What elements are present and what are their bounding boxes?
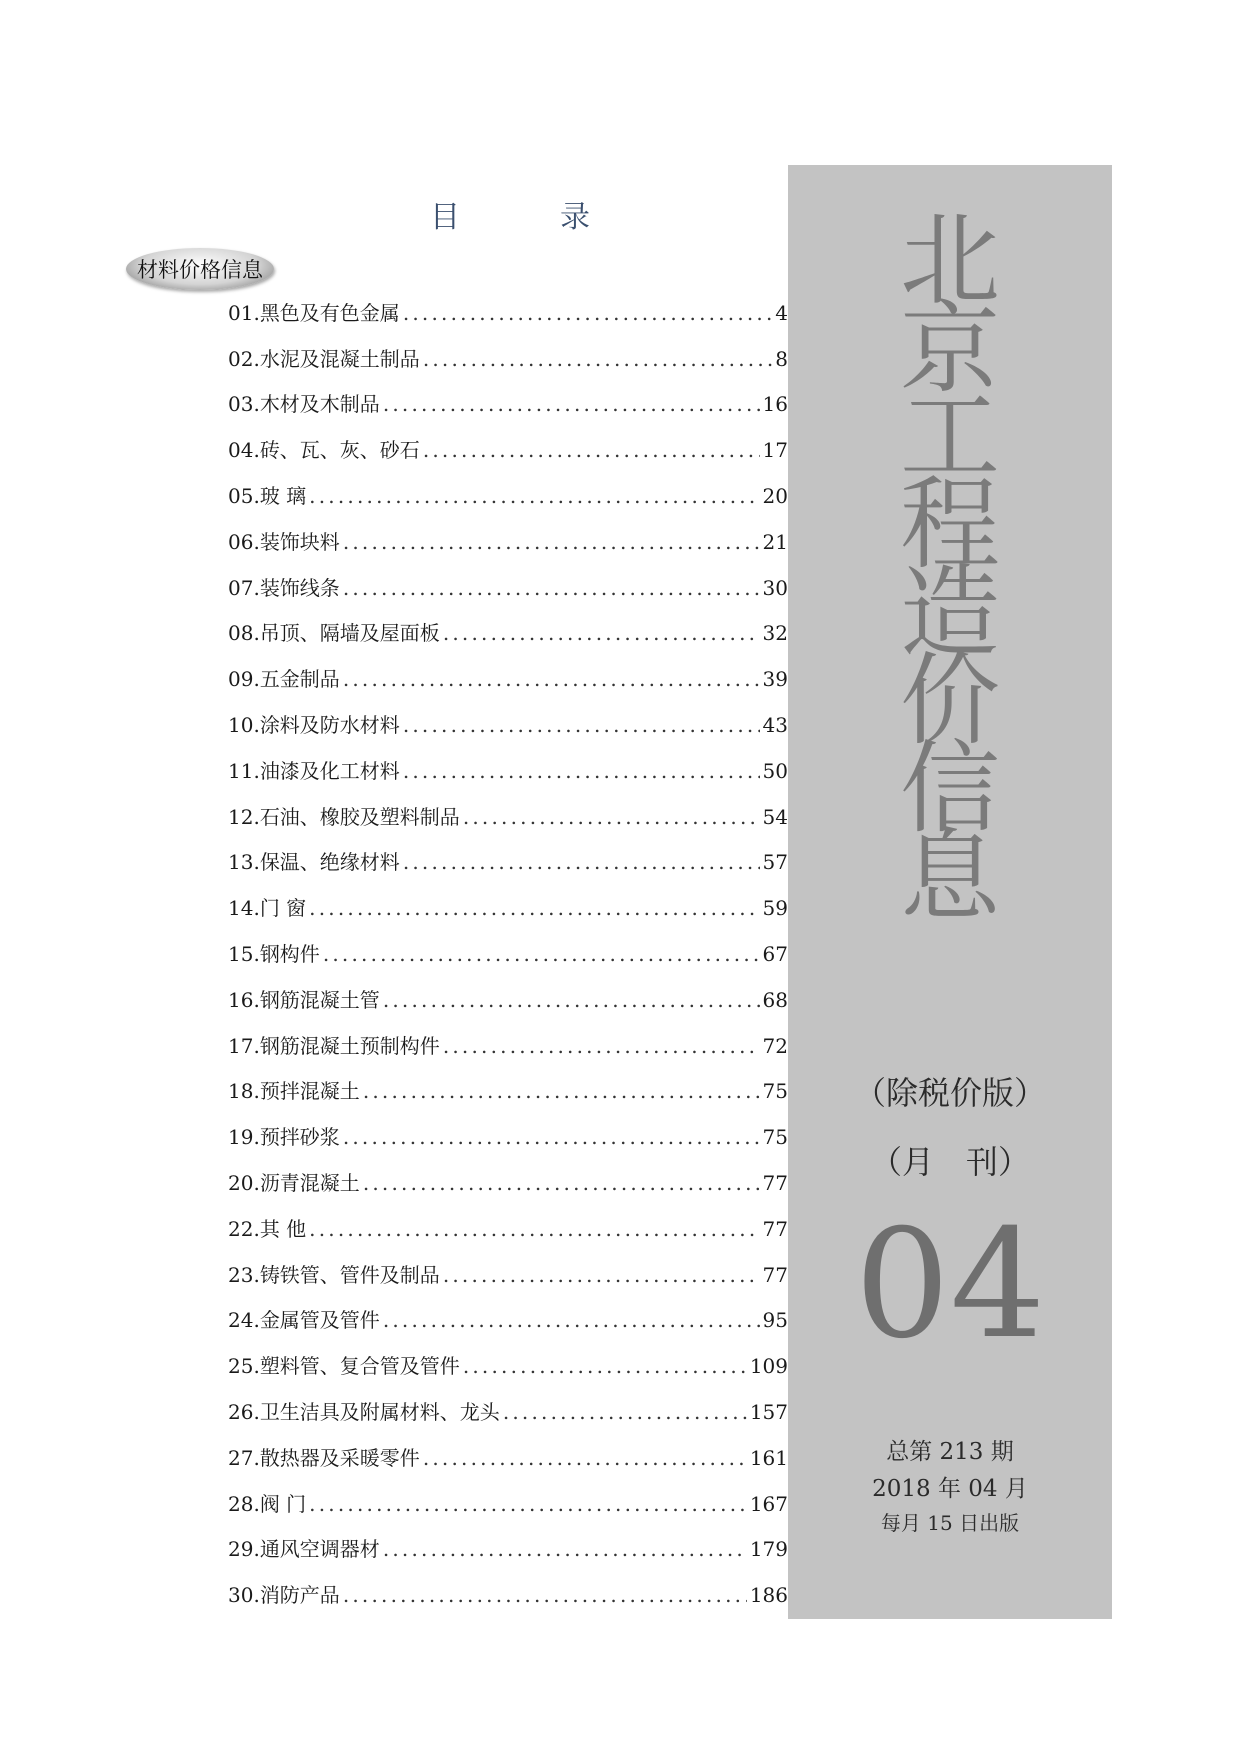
section-badge xyxy=(126,248,274,290)
toc-entry-page: 77 xyxy=(762,1171,788,1196)
toc-title-right: 录 xyxy=(560,200,590,235)
magazine-title xyxy=(788,202,1112,935)
toc-entry[interactable] xyxy=(228,1572,788,1618)
toc-entry-label: 通风空调器材 xyxy=(259,1537,380,1562)
toc-entry-label: 阀 门 xyxy=(259,1491,307,1516)
toc-entry-number: 28. xyxy=(228,1491,260,1516)
toc-entry-label: 金属管及管件 xyxy=(259,1308,380,1333)
toc-leader-dots xyxy=(403,852,760,872)
toc-entry[interactable] xyxy=(228,1023,788,1069)
toc-leader-dots xyxy=(403,303,772,323)
toc-entry-page: 186 xyxy=(749,1583,788,1608)
toc-entry-page: 157 xyxy=(749,1400,788,1425)
toc-leader-dots xyxy=(309,898,759,918)
toc-entry-page: 8 xyxy=(775,346,788,371)
toc-entry-label: 涂料及防水材料 xyxy=(259,713,400,738)
toc-entry-number: 02. xyxy=(228,346,260,371)
section-badge-label: 材料价格信息 xyxy=(137,258,263,282)
toc-leader-dots xyxy=(383,1539,747,1559)
toc-entry[interactable] xyxy=(228,1160,788,1206)
toc-entry-label: 预拌混凝土 xyxy=(259,1079,360,1104)
toc-entry-page: 179 xyxy=(749,1537,788,1562)
toc-entry-page: 50 xyxy=(762,758,788,783)
toc-entry[interactable] xyxy=(228,473,788,519)
toc-entry-number: 23. xyxy=(228,1262,260,1287)
toc-entry[interactable] xyxy=(228,290,788,336)
toc-entry-page: 109 xyxy=(749,1354,788,1379)
toc-entry-page: 161 xyxy=(749,1445,788,1470)
cover-side-panel xyxy=(788,165,1112,1619)
toc-title xyxy=(430,194,590,234)
toc-leader-dots xyxy=(443,1265,760,1285)
toc-leader-dots xyxy=(343,532,760,552)
frequency-label: （月 刊） xyxy=(869,1143,1030,1181)
toc-entry-number: 07. xyxy=(228,575,260,600)
toc-entry[interactable] xyxy=(228,427,788,473)
toc-leader-dots xyxy=(309,486,759,506)
toc-leader-dots xyxy=(309,1494,747,1514)
toc-entry-number: 01. xyxy=(228,300,260,325)
toc-entry-label: 其 他 xyxy=(259,1216,307,1241)
toc-entry-page: 43 xyxy=(762,713,788,738)
toc-leader-dots xyxy=(403,715,760,735)
toc-entry-number: 15. xyxy=(228,942,260,967)
toc-entry-label: 塑料管、复合管及管件 xyxy=(259,1354,460,1379)
toc-entry-label: 散热器及采暖零件 xyxy=(259,1445,420,1470)
toc-entry-page: 54 xyxy=(762,804,788,829)
toc-entry[interactable] xyxy=(228,611,788,657)
toc-entry-label: 砖、瓦、灰、砂石 xyxy=(259,438,420,463)
toc-entry-label: 铸铁管、管件及制品 xyxy=(259,1262,440,1287)
toc-entry-number: 27. xyxy=(228,1445,260,1470)
toc-entry-page: 16 xyxy=(762,392,788,417)
toc-leader-dots xyxy=(343,578,760,598)
toc-entry[interactable] xyxy=(228,840,788,886)
toc-entry-label: 消防产品 xyxy=(259,1583,340,1608)
toc-entry-number: 10. xyxy=(228,713,260,738)
toc-entry-label: 钢筋混凝土预制构件 xyxy=(259,1033,440,1058)
toc-entry-number: 24. xyxy=(228,1308,260,1333)
toc-entry-page: 67 xyxy=(762,942,788,967)
toc-entry[interactable] xyxy=(228,1481,788,1527)
toc-entry-number: 13. xyxy=(228,850,260,875)
toc-leader-dots xyxy=(383,394,760,414)
toc-entry-page: 75 xyxy=(762,1125,788,1150)
toc-entry[interactable] xyxy=(228,1527,788,1573)
toc-entry[interactable] xyxy=(228,1389,788,1435)
toc-entry-number: 30. xyxy=(228,1583,260,1608)
toc-entry-number: 17. xyxy=(228,1033,260,1058)
toc-entry-number: 05. xyxy=(228,484,260,509)
toc-entry-label: 玻 璃 xyxy=(259,484,307,509)
toc-entry-page: 17 xyxy=(762,438,788,463)
toc-entry[interactable] xyxy=(228,977,788,1023)
toc-entry-page: 77 xyxy=(762,1216,788,1241)
toc-entry-page: 39 xyxy=(762,667,788,692)
toc-leader-dots xyxy=(423,349,772,369)
toc-entry-number: 29. xyxy=(228,1537,260,1562)
toc-leader-dots xyxy=(323,944,760,964)
toc-entry-label: 预拌砂浆 xyxy=(259,1125,340,1150)
toc-entry-label: 保温、绝缘材料 xyxy=(259,850,400,875)
toc-leader-dots xyxy=(363,1173,760,1193)
toc-entry-number: 14. xyxy=(228,896,260,921)
toc-entry-label: 门 窗 xyxy=(259,896,307,921)
toc-entry-number: 09. xyxy=(228,667,260,692)
toc-leader-dots xyxy=(463,807,760,827)
toc-entry[interactable] xyxy=(228,1435,788,1481)
toc-entry-page: 77 xyxy=(762,1262,788,1287)
publish-note: 每月 15 日出版 xyxy=(880,1511,1020,1535)
toc-leader-dots xyxy=(403,761,760,781)
toc-entry[interactable] xyxy=(228,1298,788,1344)
toc-entry-page: 68 xyxy=(762,987,788,1012)
toc-leader-dots xyxy=(309,1219,759,1239)
toc-entry[interactable] xyxy=(228,656,788,702)
toc-leader-dots xyxy=(383,990,760,1010)
toc-entry-label: 黑色及有色金属 xyxy=(259,300,400,325)
toc-entry-label: 钢构件 xyxy=(259,942,320,967)
toc-leader-dots xyxy=(343,669,760,689)
toc-entry-label: 油漆及化工材料 xyxy=(259,758,400,783)
toc-entry[interactable] xyxy=(228,565,788,611)
toc-title-left: 目 xyxy=(430,200,460,235)
toc-entry-label: 装饰线条 xyxy=(259,575,340,600)
toc-entry[interactable] xyxy=(228,885,788,931)
toc-entry-page: 75 xyxy=(762,1079,788,1104)
toc-entry[interactable] xyxy=(228,1252,788,1298)
toc-entry-number: 06. xyxy=(228,529,260,554)
toc-entry-page: 21 xyxy=(762,529,788,554)
toc-leader-dots xyxy=(443,1036,760,1056)
magazine-title-char: 造 xyxy=(900,554,1000,671)
toc-entry-page: 30 xyxy=(762,575,788,600)
toc-leader-dots xyxy=(343,1127,760,1147)
toc-leader-dots xyxy=(443,623,760,643)
toc-leader-dots xyxy=(423,440,760,460)
toc-entry[interactable] xyxy=(228,1114,788,1160)
toc-entry-number: 18. xyxy=(228,1079,260,1104)
toc-entry-page: 4 xyxy=(775,300,788,325)
magazine-title-char: 程 xyxy=(900,466,1000,583)
toc-leader-dots xyxy=(343,1585,747,1605)
toc-entry-page: 32 xyxy=(762,621,788,646)
toc-entry-number: 12. xyxy=(228,804,260,829)
toc-entry[interactable] xyxy=(228,519,788,565)
toc-entry-page: 72 xyxy=(762,1033,788,1058)
toc-entry[interactable] xyxy=(228,794,788,840)
total-issue: 总第 213 期 xyxy=(886,1439,1014,1465)
toc-entry[interactable] xyxy=(228,382,788,428)
magazine-title-char: 工 xyxy=(900,378,1000,495)
toc-entry[interactable] xyxy=(228,1206,788,1252)
toc-entry-page: 59 xyxy=(762,896,788,921)
toc-leader-dots xyxy=(423,1448,747,1468)
toc-entry[interactable] xyxy=(228,702,788,748)
toc-entry-number: 25. xyxy=(228,1354,260,1379)
toc-entry-label: 装饰块料 xyxy=(259,529,340,554)
toc-leader-dots xyxy=(503,1402,747,1422)
magazine-title-char: 信 xyxy=(900,730,1000,847)
toc-entry[interactable] xyxy=(228,1343,788,1389)
issue-date: 2018 年 04 月 xyxy=(872,1476,1028,1502)
toc-list xyxy=(228,290,788,1618)
toc-entry-label: 石油、橡胶及塑料制品 xyxy=(259,804,460,829)
toc-entry-label: 钢筋混凝土管 xyxy=(259,987,380,1012)
toc-entry-number: 16. xyxy=(228,987,260,1012)
toc-entry-label: 木材及木制品 xyxy=(259,392,380,417)
toc-entry-number: 08. xyxy=(228,621,260,646)
magazine-title-char: 京 xyxy=(900,290,1000,407)
toc-entry-number: 19. xyxy=(228,1125,260,1150)
toc-entry-number: 22. xyxy=(228,1216,260,1241)
toc-entry-label: 水泥及混凝土制品 xyxy=(259,346,420,371)
toc-entry-page: 20 xyxy=(762,484,788,509)
edition-label: （除税价版） xyxy=(853,1074,1046,1112)
toc-entry-label: 五金制品 xyxy=(259,667,340,692)
magazine-title-char: 息 xyxy=(900,818,1000,935)
toc-entry-number: 11. xyxy=(228,758,260,783)
toc-entry-number: 26. xyxy=(228,1400,260,1425)
toc-entry-page: 57 xyxy=(762,850,788,875)
toc-entry-number: 03. xyxy=(228,392,260,417)
toc-leader-dots xyxy=(383,1310,760,1330)
magazine-title-char: 价 xyxy=(900,642,1000,759)
toc-entry-page: 167 xyxy=(749,1491,788,1516)
toc-entry[interactable] xyxy=(228,748,788,794)
toc-entry-page: 95 xyxy=(762,1308,788,1333)
toc-entry-label: 吊顶、隔墙及屋面板 xyxy=(259,621,440,646)
toc-entry[interactable] xyxy=(228,931,788,977)
toc-entry-label: 卫生洁具及附属材料、龙头 xyxy=(259,1400,500,1425)
toc-entry[interactable] xyxy=(228,1069,788,1115)
toc-entry[interactable] xyxy=(228,336,788,382)
issue-number: 04 xyxy=(854,1198,1046,1372)
magazine-title-char: 北 xyxy=(900,202,1000,319)
toc-leader-dots xyxy=(363,1081,760,1101)
toc-entry-number: 20. xyxy=(228,1171,260,1196)
toc-entry-number: 04. xyxy=(228,438,260,463)
toc-entry-label: 沥青混凝土 xyxy=(259,1171,360,1196)
toc-leader-dots xyxy=(463,1356,747,1376)
